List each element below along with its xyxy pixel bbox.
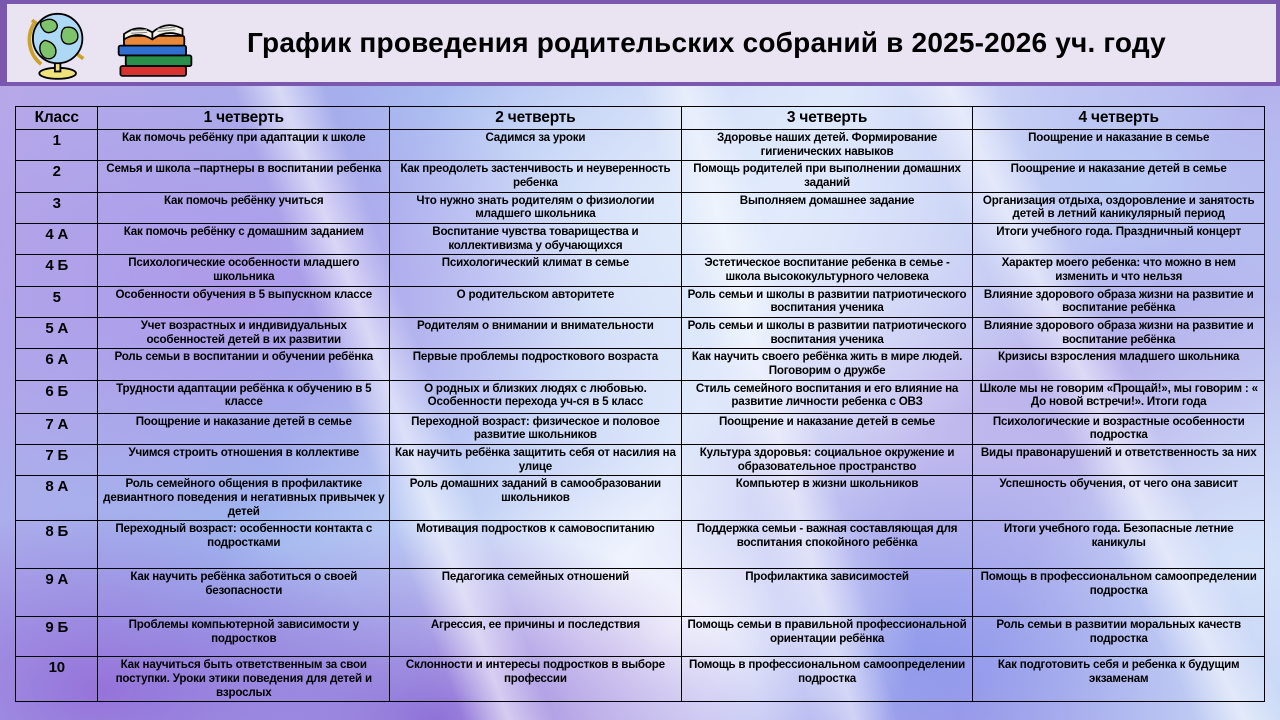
topic-cell: Характер моего ребенка: что можно в нем изменить и что нельзя [973,255,1265,286]
topic-cell: Как помочь ребёнку при адаптации к школе [98,130,390,161]
topic-cell: Поощрение и наказание детей в семье [98,413,390,444]
topic-cell: Роль семейного общения в профилактике девиантного поведения и негативных привычек у детей [98,476,390,521]
class-cell: 9 Б [16,617,98,657]
col-header-q3: 3 четверть [681,107,973,130]
topic-cell: Итоги учебного года. Безопасные летние каникулы [973,521,1265,569]
topic-cell: Организация отдыха, оздоровление и занятость детей в летний каникулярный период [973,192,1265,223]
class-cell: 4 А [16,224,98,255]
topic-cell: Семья и школа –партнеры в воспитании ребенка [98,161,390,192]
topic-cell: Мотивация подростков к самовоспитанию [390,521,682,569]
class-cell: 9 А [16,569,98,617]
topic-cell: Поощрение и наказание детей в семье [973,161,1265,192]
topic-cell: Как научиться быть ответственным за свои поступки. Уроки этики поведения для детей и взрослых [98,657,390,702]
class-cell: 6 А [16,349,98,380]
class-cell: 3 [16,192,98,223]
topic-cell: Культура здоровья: социальное окружение и образовательное пространство [681,445,973,476]
topic-cell: Трудности адаптации ребёнка к обучению в 5 классе [98,380,390,413]
topic-cell: Что нужно знать родителям о физиологии младшего школьника [390,192,682,223]
topic-cell: Виды правонарушений и ответственность за них [973,445,1265,476]
topic-cell: Поощрение и наказание в семье [973,130,1265,161]
table-row [16,617,1265,657]
topic-cell: Школе мы не говорим «Прощай!», мы говорим : « До новой встречи!». Итоги года [973,380,1265,413]
class-cell: 6 Б [16,380,98,413]
topic-cell: Особенности обучения в 5 выпускном классе [98,286,390,317]
topic-cell: Помощь семьи в правильной профессиональной ориентации ребёнка [681,617,973,657]
class-cell: 10 [16,657,98,702]
topic-cell: Как преодолеть застенчивость и неуверенность ребенка [390,161,682,192]
topic-cell: Помощь в профессиональном самоопределении подростка [681,657,973,702]
class-cell: 5 А [16,318,98,349]
topic-cell: Помощь в профессиональном самоопределении подростка [973,569,1265,617]
col-header-q2: 2 четверть [390,107,682,130]
topic-cell: Переходной возраст: физическое и половое развитие школьников [390,413,682,444]
table-row [16,380,1265,413]
schedule-table [15,106,1265,702]
table-row [16,657,1265,702]
topic-cell: Стиль семейного воспитания и его влияние на развитие личности ребенка с ОВЗ [681,380,973,413]
class-cell: 1 [16,130,98,161]
table-row [16,476,1265,521]
table-row [16,521,1265,569]
class-cell: 7 А [16,413,98,444]
table-body [16,130,1265,702]
topic-cell: Поддержка семьи - важная составляющая для воспитания спокойного ребёнка [681,521,973,569]
topic-cell: Здоровье наших детей. Формирование гигиенических навыков [681,130,973,161]
table-row [16,413,1265,444]
topic-cell: Как помочь ребёнку с домашним заданием [98,224,390,255]
topic-cell: Проблемы компьютерной зависимости у подростков [98,617,390,657]
topic-cell: Родителям о внимании и внимательности [390,318,682,349]
topic-cell: Влияние здорового образа жизни на развитие и воспитание ребёнка [973,286,1265,317]
title-banner [0,0,1280,86]
topic-cell: Кризисы взросления младшего школьника [973,349,1265,380]
topic-cell: Агрессия, ее причины и последствия [390,617,682,657]
table-row [16,130,1265,161]
table-row [16,569,1265,617]
topic-cell: О родительском авторитете [390,286,682,317]
topic-cell: Как научить ребёнка заботиться о своей безопасности [98,569,390,617]
class-cell: 7 Б [16,445,98,476]
topic-cell: Переходный возраст: особенности контакта с подростками [98,521,390,569]
books-icon [108,4,197,82]
topic-cell: Профилактика зависимостей [681,569,973,617]
topic-cell: Склонности и интересы подростков в выборе профессии [390,657,682,702]
col-header-q1: 1 четверть [98,107,390,130]
class-cell: 8 Б [16,521,98,569]
table-row [16,318,1265,349]
banner-icons [7,4,197,82]
table-row [16,255,1265,286]
topic-cell: Влияние здорового образа жизни на развитие и воспитание ребёнка [973,318,1265,349]
topic-cell: Роль домашних заданий в самообразовании школьников [390,476,682,521]
table-row [16,192,1265,223]
page-title: График проведения родительских собраний в 2025-2026 уч. году [247,27,1166,58]
topic-cell: Итоги учебного года. Праздничный концерт [973,224,1265,255]
topic-cell: Психологические особенности младшего школьника [98,255,390,286]
topic-cell: Компьютер в жизни школьников [681,476,973,521]
topic-cell: О родных и близких людях с любовью. Особенности перехода уч-ся в 5 класс [390,380,682,413]
table-row [16,161,1265,192]
topic-cell: Роль семьи и школы в развитии патриотического воспитания ученика [681,286,973,317]
topic-cell: Помощь родителей при выполнении домашних заданий [681,161,973,192]
class-cell: 5 [16,286,98,317]
topic-cell: Воспитание чувства товарищества и коллективизма у обучающихся [390,224,682,255]
topic-cell: Успешность обучения, от чего она зависит [973,476,1265,521]
topic-cell: Эстетическое воспитание ребенка в семье - школа высококультурного человека [681,255,973,286]
topic-cell: Поощрение и наказание детей в семье [681,413,973,444]
schedule-table-wrap [15,106,1265,702]
topic-cell: Как научить ребёнка защитить себя от насилия на улице [390,445,682,476]
topic-cell: Психологический климат в семье [390,255,682,286]
col-header-q4: 4 четверть [973,107,1265,130]
topic-cell: Как помочь ребёнку учиться [98,192,390,223]
class-cell: 2 [16,161,98,192]
table-row [16,286,1265,317]
topic-cell: Как подготовить себя и ребенка к будущим экзаменам [973,657,1265,702]
topic-cell: Первые проблемы подросткового возраста [390,349,682,380]
header-row [16,107,1265,130]
topic-cell: Роль семьи и школы в развитии патриотического воспитания ученика [681,318,973,349]
topic-cell: Как научить своего ребёнка жить в мире людей. Поговорим о дружбе [681,349,973,380]
class-cell: 4 Б [16,255,98,286]
topic-cell: Учимся строить отношения в коллективе [98,445,390,476]
table-row [16,224,1265,255]
topic-cell: Педагогика семейных отношений [390,569,682,617]
topic-cell: Роль семьи в воспитании и обучении ребёнка [98,349,390,380]
globe-icon [21,6,94,82]
table-row [16,445,1265,476]
topic-cell: Роль семьи в развитии моральных качеств подростка [973,617,1265,657]
col-header-class: Класс [16,107,98,130]
topic-cell: Выполняем домашнее задание [681,192,973,223]
topic-cell: Учет возрастных и индивидуальных особенностей детей в их развитии [98,318,390,349]
topic-cell: Садимся за уроки [390,130,682,161]
table-row [16,349,1265,380]
topic-cell [681,224,973,255]
topic-cell: Психологические и возрастные особенности подростка [973,413,1265,444]
class-cell: 8 А [16,476,98,521]
